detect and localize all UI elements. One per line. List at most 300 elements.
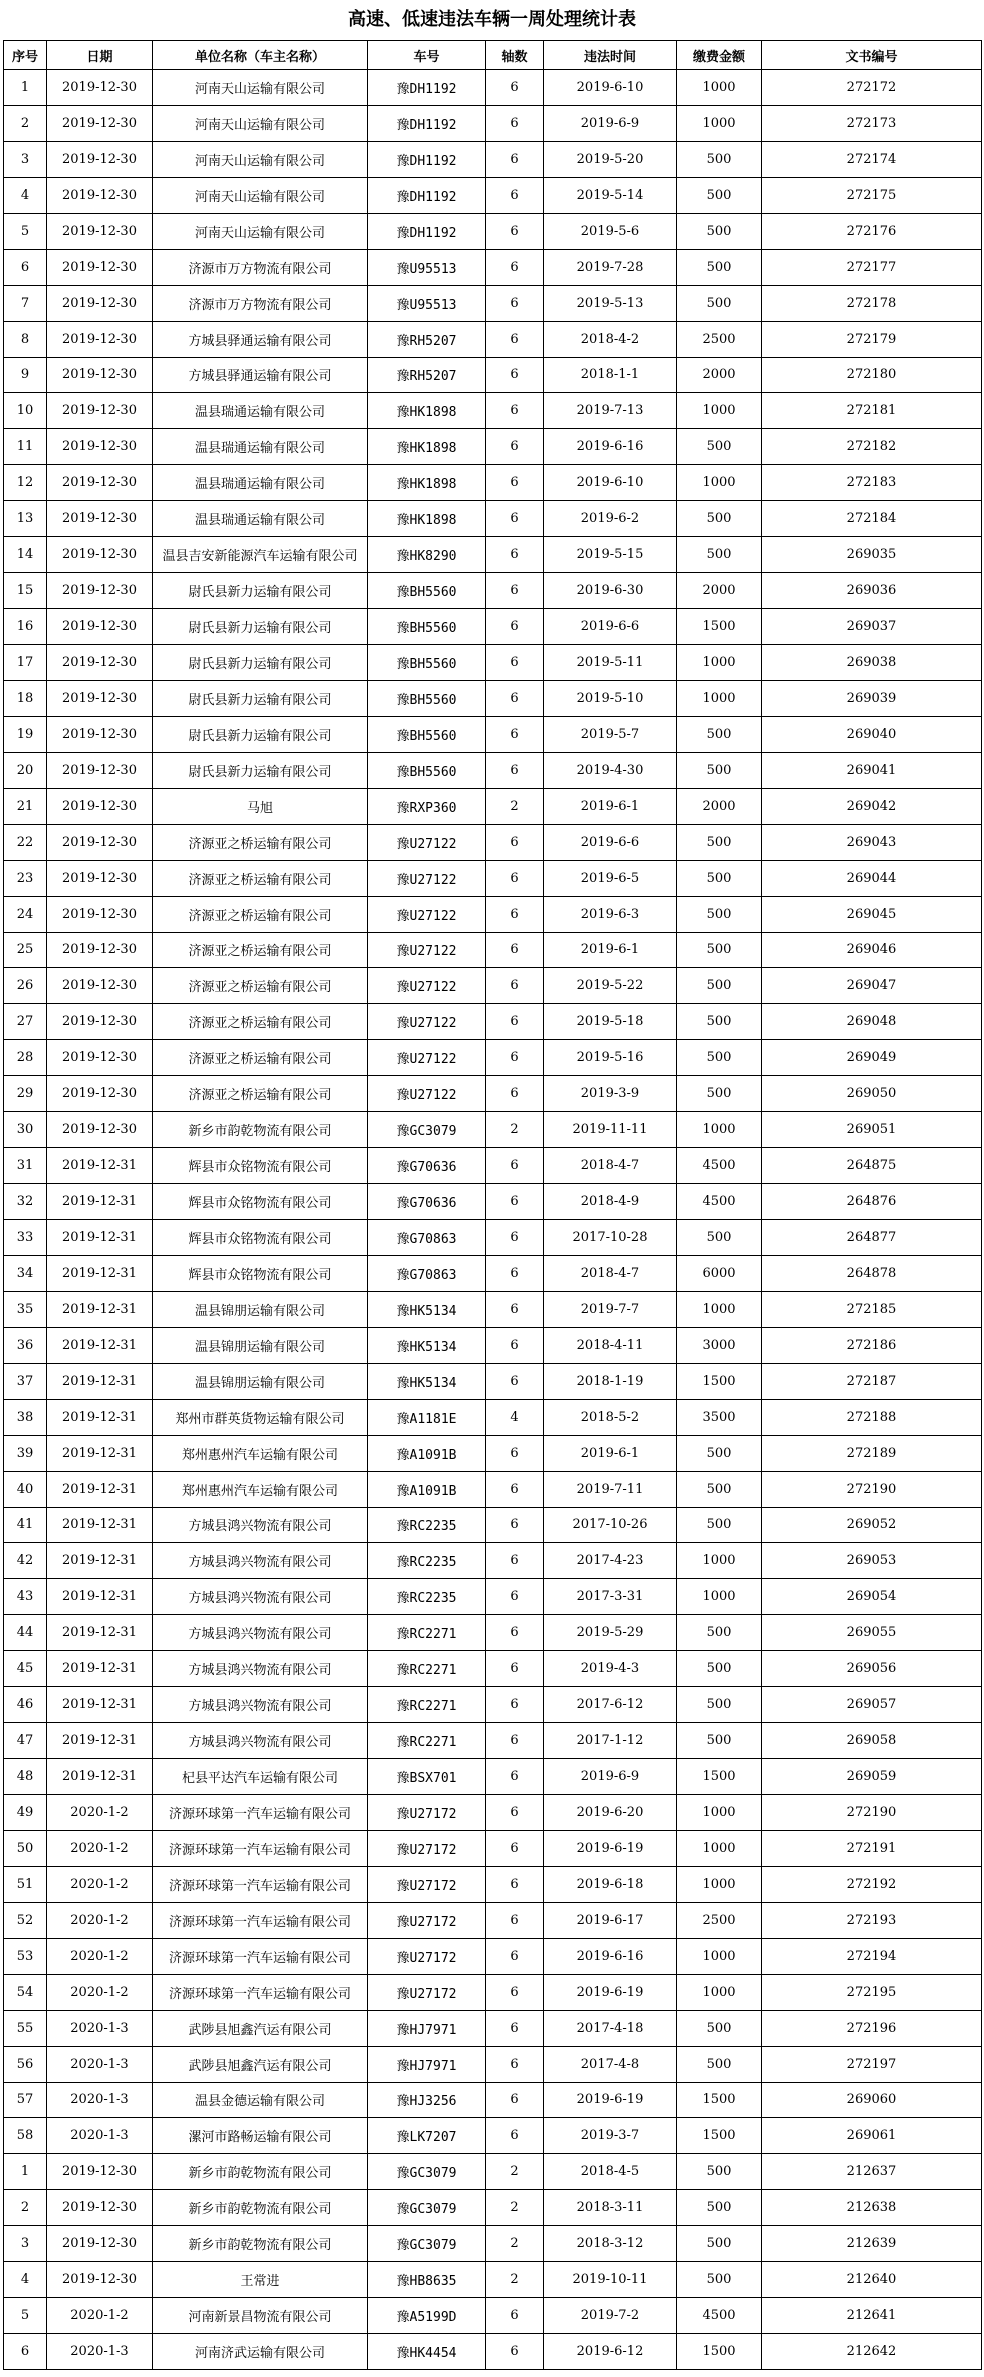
cell-fee: 2000: [677, 573, 762, 609]
cell-date: 2019-12-30: [47, 609, 153, 645]
cell-fee: 500: [677, 1723, 762, 1759]
cell-violation-time: 2019-6-19: [544, 1974, 677, 2010]
cell-date: 2019-12-31: [47, 1291, 153, 1327]
cell-plate: 豫DH1192: [368, 177, 486, 213]
cell-date: 2019-12-31: [47, 1579, 153, 1615]
cell-index: 57: [4, 2082, 47, 2118]
table-row: [4, 249, 982, 285]
cell-plate: 豫U27122: [368, 932, 486, 968]
table-row: [4, 860, 982, 896]
cell-violation-time: 2019-5-16: [544, 1040, 677, 1076]
table-row: [4, 1363, 982, 1399]
table-row: [4, 2118, 982, 2154]
cell-index: 44: [4, 1615, 47, 1651]
table-row: [4, 2046, 982, 2082]
cell-company: 方城县鸿兴物流有限公司: [153, 1507, 368, 1543]
cell-plate: 豫GC3079: [368, 2190, 486, 2226]
table-row: [4, 1435, 982, 1471]
cell-violation-time: 2018-4-11: [544, 1327, 677, 1363]
cell-plate: 豫DH1192: [368, 70, 486, 106]
cell-index: 4: [4, 2262, 47, 2298]
cell-date: 2019-12-31: [47, 1220, 153, 1256]
cell-plate: 豫RC2235: [368, 1543, 486, 1579]
cell-plate: 豫U27122: [368, 1004, 486, 1040]
cell-date: 2019-12-30: [47, 105, 153, 141]
cell-document-number: 272180: [762, 357, 982, 393]
cell-index: 27: [4, 1004, 47, 1040]
cell-company: 温县锦朋运输有限公司: [153, 1363, 368, 1399]
cell-axles: 6: [486, 285, 544, 321]
cell-plate: 豫G70636: [368, 1148, 486, 1184]
table-row: [4, 1579, 982, 1615]
cell-company: 济源亚之桥运输有限公司: [153, 860, 368, 896]
cell-company: 尉氏县新力运输有限公司: [153, 716, 368, 752]
table-row: [4, 1543, 982, 1579]
cell-axles: 6: [486, 1974, 544, 2010]
cell-document-number: 269060: [762, 2082, 982, 2118]
cell-plate: 豫U95513: [368, 285, 486, 321]
cell-fee: 1000: [677, 680, 762, 716]
cell-date: 2019-12-31: [47, 1471, 153, 1507]
cell-axles: 6: [486, 2010, 544, 2046]
cell-index: 28: [4, 1040, 47, 1076]
cell-date: 2019-12-30: [47, 573, 153, 609]
cell-violation-time: 2019-5-18: [544, 1004, 677, 1040]
cell-plate: 豫A1091B: [368, 1471, 486, 1507]
cell-violation-time: 2019-7-11: [544, 1471, 677, 1507]
cell-fee: 500: [677, 429, 762, 465]
table-row: [4, 752, 982, 788]
cell-plate: 豫LK7207: [368, 2118, 486, 2154]
cell-company: 新乡市韵乾物流有限公司: [153, 2154, 368, 2190]
cell-axles: 2: [486, 2262, 544, 2298]
cell-axles: 6: [486, 680, 544, 716]
cell-date: 2019-12-30: [47, 285, 153, 321]
cell-date: 2019-12-31: [47, 1255, 153, 1291]
table-row: [4, 1902, 982, 1938]
cell-plate: 豫U27172: [368, 1938, 486, 1974]
cell-document-number: 272183: [762, 465, 982, 501]
cell-document-number: 212640: [762, 2262, 982, 2298]
cell-document-number: 272197: [762, 2046, 982, 2082]
cell-company: 辉县市众铭物流有限公司: [153, 1220, 368, 1256]
table-row: [4, 1220, 982, 1256]
cell-date: 2019-12-30: [47, 2262, 153, 2298]
cell-violation-time: 2019-4-3: [544, 1651, 677, 1687]
cell-axles: 6: [486, 1507, 544, 1543]
cell-index: 42: [4, 1543, 47, 1579]
cell-fee: 500: [677, 2154, 762, 2190]
cell-plate: 豫RH5207: [368, 357, 486, 393]
cell-date: 2020-1-3: [47, 2334, 153, 2370]
table-row: [4, 1974, 982, 2010]
cell-axles: 6: [486, 1076, 544, 1112]
cell-index: 5: [4, 213, 47, 249]
cell-violation-time: 2019-6-5: [544, 860, 677, 896]
cell-plate: 豫BH5560: [368, 573, 486, 609]
cell-axles: 6: [486, 1759, 544, 1795]
cell-company: 济源市万方物流有限公司: [153, 249, 368, 285]
cell-date: 2020-1-2: [47, 1938, 153, 1974]
cell-document-number: 269046: [762, 932, 982, 968]
cell-violation-time: 2019-5-7: [544, 716, 677, 752]
cell-fee: 1500: [677, 1363, 762, 1399]
cell-index: 29: [4, 1076, 47, 1112]
cell-date: 2020-1-3: [47, 2010, 153, 2046]
table-row: [4, 788, 982, 824]
cell-index: 48: [4, 1759, 47, 1795]
cell-plate: 豫U27122: [368, 1076, 486, 1112]
table-row: [4, 2334, 982, 2370]
cell-document-number: 272179: [762, 321, 982, 357]
cell-index: 12: [4, 465, 47, 501]
cell-violation-time: 2019-6-19: [544, 1830, 677, 1866]
cell-date: 2019-12-30: [47, 2226, 153, 2262]
cell-company: 河南天山运输有限公司: [153, 177, 368, 213]
cell-axles: 6: [486, 968, 544, 1004]
table-row: [4, 1866, 982, 1902]
cell-index: 31: [4, 1148, 47, 1184]
cell-company: 辉县市众铭物流有限公司: [153, 1255, 368, 1291]
cell-axles: 6: [486, 537, 544, 573]
cell-company: 河南新景昌物流有限公司: [153, 2298, 368, 2334]
cell-axles: 6: [486, 1615, 544, 1651]
cell-plate: 豫BH5560: [368, 752, 486, 788]
cell-index: 40: [4, 1471, 47, 1507]
cell-fee: 1000: [677, 1974, 762, 2010]
cell-index: 18: [4, 680, 47, 716]
cell-fee: 500: [677, 1507, 762, 1543]
cell-company: 河南天山运输有限公司: [153, 141, 368, 177]
header-document-number: 文书编号: [762, 41, 982, 70]
cell-axles: 6: [486, 429, 544, 465]
cell-date: 2019-12-30: [47, 141, 153, 177]
cell-document-number: 269040: [762, 716, 982, 752]
header-violation-time: 违法时间: [544, 41, 677, 70]
table-row: [4, 1327, 982, 1363]
cell-axles: 6: [486, 141, 544, 177]
cell-fee: 500: [677, 896, 762, 932]
cell-plate: 豫HJ3256: [368, 2082, 486, 2118]
cell-date: 2019-12-30: [47, 1076, 153, 1112]
cell-index: 43: [4, 1579, 47, 1615]
cell-date: 2019-12-30: [47, 896, 153, 932]
table-row: [4, 1255, 982, 1291]
cell-company: 济源亚之桥运输有限公司: [153, 1040, 368, 1076]
cell-date: 2019-12-30: [47, 1112, 153, 1148]
cell-date: 2019-12-30: [47, 70, 153, 106]
cell-violation-time: 2019-5-13: [544, 285, 677, 321]
cell-violation-time: 2019-6-3: [544, 896, 677, 932]
cell-company: 方城县鸿兴物流有限公司: [153, 1579, 368, 1615]
cell-axles: 2: [486, 1112, 544, 1148]
header-company: 单位名称（车主名称）: [153, 41, 368, 70]
cell-document-number: 212642: [762, 2334, 982, 2370]
cell-plate: 豫U27122: [368, 968, 486, 1004]
cell-document-number: 272187: [762, 1363, 982, 1399]
cell-fee: 500: [677, 1435, 762, 1471]
cell-index: 9: [4, 357, 47, 393]
cell-index: 49: [4, 1795, 47, 1831]
cell-date: 2019-12-31: [47, 1687, 153, 1723]
cell-company: 武陟县旭鑫汽运有限公司: [153, 2010, 368, 2046]
cell-axles: 6: [486, 824, 544, 860]
cell-document-number: 269050: [762, 1076, 982, 1112]
cell-violation-time: 2019-6-18: [544, 1866, 677, 1902]
cell-fee: 500: [677, 1220, 762, 1256]
cell-fee: 500: [677, 537, 762, 573]
cell-plate: 豫G70863: [368, 1255, 486, 1291]
cell-date: 2020-1-2: [47, 1830, 153, 1866]
cell-date: 2019-12-30: [47, 357, 153, 393]
cell-date: 2019-12-30: [47, 537, 153, 573]
cell-index: 50: [4, 1830, 47, 1866]
cell-fee: 1000: [677, 1795, 762, 1831]
cell-date: 2019-12-30: [47, 249, 153, 285]
cell-date: 2020-1-2: [47, 1974, 153, 2010]
cell-date: 2019-12-31: [47, 1723, 153, 1759]
cell-document-number: 272193: [762, 1902, 982, 1938]
cell-document-number: 269048: [762, 1004, 982, 1040]
cell-index: 46: [4, 1687, 47, 1723]
cell-violation-time: 2017-4-18: [544, 2010, 677, 2046]
cell-company: 新乡市韵乾物流有限公司: [153, 1112, 368, 1148]
cell-plate: 豫BH5560: [368, 645, 486, 681]
cell-company: 方城县驿通运输有限公司: [153, 321, 368, 357]
cell-fee: 500: [677, 968, 762, 1004]
header-date: 日期: [47, 41, 153, 70]
table-row: [4, 2226, 982, 2262]
cell-document-number: 272190: [762, 1471, 982, 1507]
cell-document-number: 269058: [762, 1723, 982, 1759]
table-row: [4, 573, 982, 609]
cell-axles: 6: [486, 501, 544, 537]
cell-axles: 2: [486, 788, 544, 824]
cell-document-number: 269045: [762, 896, 982, 932]
cell-violation-time: 2019-6-6: [544, 824, 677, 860]
cell-violation-time: 2019-5-6: [544, 213, 677, 249]
cell-plate: 豫U27122: [368, 1040, 486, 1076]
table-row: [4, 932, 982, 968]
cell-fee: 500: [677, 1615, 762, 1651]
cell-axles: 6: [486, 357, 544, 393]
cell-document-number: 272196: [762, 2010, 982, 2046]
cell-axles: 6: [486, 1291, 544, 1327]
cell-plate: 豫HK5134: [368, 1363, 486, 1399]
cell-index: 3: [4, 2226, 47, 2262]
cell-axles: 6: [486, 609, 544, 645]
cell-index: 11: [4, 429, 47, 465]
cell-fee: 500: [677, 213, 762, 249]
cell-company: 济源亚之桥运输有限公司: [153, 824, 368, 860]
cell-fee: 3500: [677, 1399, 762, 1435]
cell-fee: 3000: [677, 1327, 762, 1363]
cell-index: 24: [4, 896, 47, 932]
header-index: 序号: [4, 41, 47, 70]
cell-axles: 6: [486, 1543, 544, 1579]
cell-fee: 1500: [677, 2334, 762, 2370]
cell-violation-time: 2019-6-2: [544, 501, 677, 537]
cell-document-number: 272173: [762, 105, 982, 141]
cell-index: 34: [4, 1255, 47, 1291]
cell-plate: 豫DH1192: [368, 141, 486, 177]
cell-violation-time: 2019-6-30: [544, 573, 677, 609]
cell-date: 2020-1-2: [47, 1795, 153, 1831]
cell-violation-time: 2019-6-20: [544, 1795, 677, 1831]
cell-violation-time: 2018-1-1: [544, 357, 677, 393]
cell-plate: 豫HJ7971: [368, 2010, 486, 2046]
cell-axles: 6: [486, 1723, 544, 1759]
cell-fee: 500: [677, 2190, 762, 2226]
cell-violation-time: 2019-6-9: [544, 1759, 677, 1795]
cell-violation-time: 2018-3-12: [544, 2226, 677, 2262]
cell-plate: 豫RC2235: [368, 1507, 486, 1543]
cell-document-number: 212639: [762, 2226, 982, 2262]
cell-company: 济源环球第一汽车运输有限公司: [153, 1795, 368, 1831]
cell-company: 方城县鸿兴物流有限公司: [153, 1723, 368, 1759]
cell-axles: 6: [486, 1435, 544, 1471]
cell-plate: 豫RC2271: [368, 1723, 486, 1759]
cell-date: 2019-12-31: [47, 1759, 153, 1795]
cell-company: 王常进: [153, 2262, 368, 2298]
cell-violation-time: 2019-5-11: [544, 645, 677, 681]
cell-violation-time: 2019-5-10: [544, 680, 677, 716]
table-row: [4, 70, 982, 106]
cell-date: 2019-12-30: [47, 393, 153, 429]
header-fee: 缴费金额: [677, 41, 762, 70]
cell-document-number: 272188: [762, 1399, 982, 1435]
cell-document-number: 264878: [762, 1255, 982, 1291]
cell-document-number: 269059: [762, 1759, 982, 1795]
cell-date: 2019-12-31: [47, 1363, 153, 1399]
cell-date: 2019-12-31: [47, 1148, 153, 1184]
cell-company: 方城县鸿兴物流有限公司: [153, 1615, 368, 1651]
cell-axles: 6: [486, 860, 544, 896]
cell-company: 温县金德运输有限公司: [153, 2082, 368, 2118]
cell-fee: 1000: [677, 1579, 762, 1615]
cell-violation-time: 2018-1-19: [544, 1363, 677, 1399]
cell-document-number: 272195: [762, 1974, 982, 2010]
table-header-row: [4, 41, 982, 70]
cell-axles: 6: [486, 249, 544, 285]
cell-fee: 500: [677, 2046, 762, 2082]
cell-date: 2020-1-2: [47, 2298, 153, 2334]
cell-violation-time: 2019-6-9: [544, 105, 677, 141]
cell-date: 2019-12-30: [47, 213, 153, 249]
table-row: [4, 1471, 982, 1507]
cell-violation-time: 2018-5-2: [544, 1399, 677, 1435]
cell-plate: 豫G70863: [368, 1220, 486, 1256]
cell-axles: 6: [486, 1938, 544, 1974]
cell-plate: 豫U95513: [368, 249, 486, 285]
cell-fee: 500: [677, 932, 762, 968]
cell-company: 济源亚之桥运输有限公司: [153, 932, 368, 968]
table-row: [4, 2082, 982, 2118]
cell-company: 方城县驿通运输有限公司: [153, 357, 368, 393]
cell-fee: 500: [677, 860, 762, 896]
cell-company: 济源亚之桥运输有限公司: [153, 1004, 368, 1040]
cell-company: 尉氏县新力运输有限公司: [153, 609, 368, 645]
cell-index: 14: [4, 537, 47, 573]
cell-index: 33: [4, 1220, 47, 1256]
cell-index: 16: [4, 609, 47, 645]
cell-date: 2019-12-31: [47, 1507, 153, 1543]
cell-fee: 1000: [677, 1938, 762, 1974]
cell-date: 2020-1-3: [47, 2118, 153, 2154]
cell-index: 3: [4, 141, 47, 177]
cell-index: 39: [4, 1435, 47, 1471]
cell-violation-time: 2019-6-10: [544, 70, 677, 106]
cell-company: 温县瑞通运输有限公司: [153, 429, 368, 465]
cell-fee: 1500: [677, 609, 762, 645]
cell-date: 2019-12-30: [47, 680, 153, 716]
cell-axles: 6: [486, 213, 544, 249]
cell-axles: 6: [486, 1687, 544, 1723]
cell-plate: 豫RC2235: [368, 1579, 486, 1615]
cell-date: 2020-1-2: [47, 1866, 153, 1902]
cell-fee: 500: [677, 501, 762, 537]
cell-fee: 500: [677, 2010, 762, 2046]
cell-index: 52: [4, 1902, 47, 1938]
table-row: [4, 393, 982, 429]
cell-company: 济源环球第一汽车运输有限公司: [153, 1938, 368, 1974]
cell-document-number: 269039: [762, 680, 982, 716]
cell-index: 36: [4, 1327, 47, 1363]
cell-plate: 豫BH5560: [368, 716, 486, 752]
cell-violation-time: 2019-10-11: [544, 2262, 677, 2298]
cell-document-number: 269043: [762, 824, 982, 860]
cell-document-number: 212637: [762, 2154, 982, 2190]
cell-company: 方城县鸿兴物流有限公司: [153, 1651, 368, 1687]
cell-axles: 6: [486, 465, 544, 501]
cell-plate: 豫RC2271: [368, 1615, 486, 1651]
cell-date: 2019-12-31: [47, 1435, 153, 1471]
cell-axles: 6: [486, 1220, 544, 1256]
cell-fee: 1500: [677, 2082, 762, 2118]
cell-date: 2020-1-3: [47, 2046, 153, 2082]
table-row: [4, 321, 982, 357]
cell-axles: 6: [486, 1471, 544, 1507]
cell-index: 25: [4, 932, 47, 968]
table-row: [4, 1615, 982, 1651]
cell-index: 45: [4, 1651, 47, 1687]
table-row: [4, 2154, 982, 2190]
cell-fee: 1000: [677, 1291, 762, 1327]
table-row: [4, 1830, 982, 1866]
cell-violation-time: 2019-6-16: [544, 1938, 677, 1974]
cell-company: 河南天山运输有限公司: [153, 70, 368, 106]
cell-index: 47: [4, 1723, 47, 1759]
cell-date: 2019-12-30: [47, 932, 153, 968]
cell-axles: 6: [486, 1327, 544, 1363]
cell-fee: 4500: [677, 1148, 762, 1184]
table-row: [4, 609, 982, 645]
cell-document-number: 269035: [762, 537, 982, 573]
cell-plate: 豫G70636: [368, 1184, 486, 1220]
cell-company: 温县吉安新能源汽车运输有限公司: [153, 537, 368, 573]
cell-index: 5: [4, 2298, 47, 2334]
cell-index: 6: [4, 2334, 47, 2370]
cell-violation-time: 2019-3-9: [544, 1076, 677, 1112]
cell-company: 温县瑞通运输有限公司: [153, 465, 368, 501]
cell-fee: 1000: [677, 105, 762, 141]
cell-index: 23: [4, 860, 47, 896]
cell-fee: 500: [677, 249, 762, 285]
cell-company: 河南济武运输有限公司: [153, 2334, 368, 2370]
cell-company: 武陟县旭鑫汽运有限公司: [153, 2046, 368, 2082]
table-row: [4, 1112, 982, 1148]
cell-date: 2019-12-30: [47, 645, 153, 681]
